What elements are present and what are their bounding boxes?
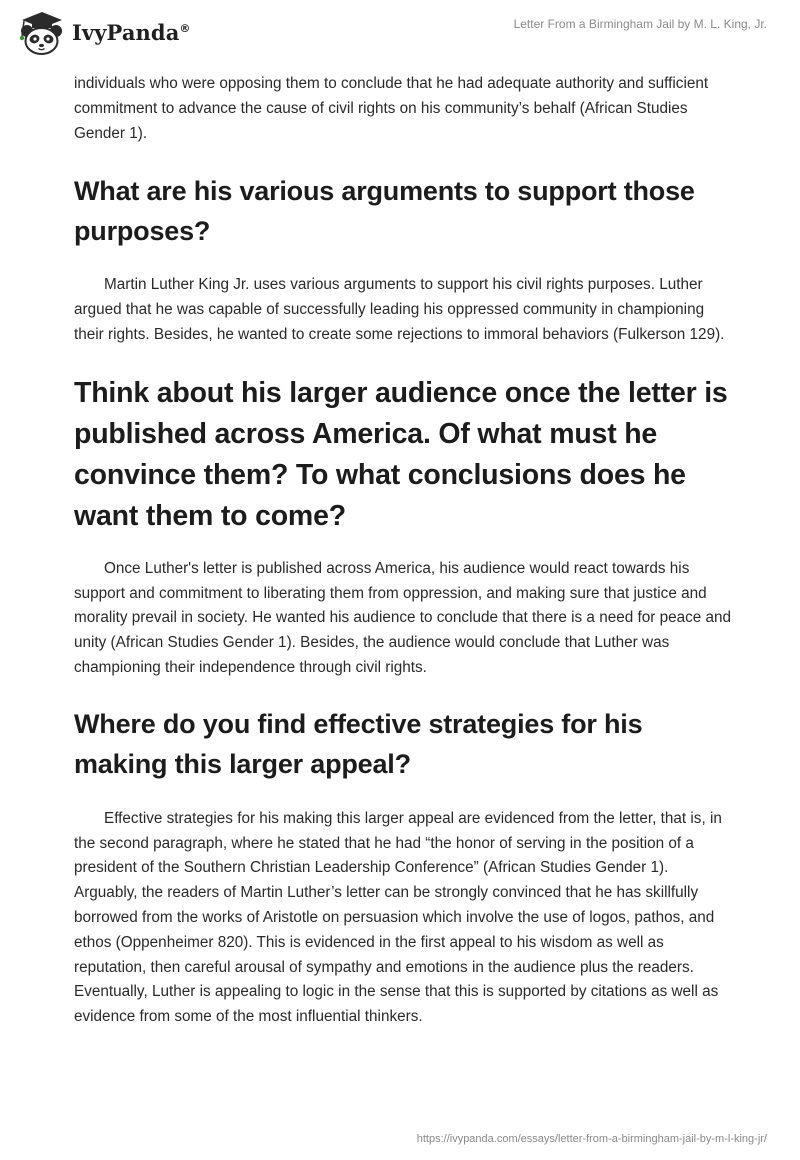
source-url-link[interactable]: https://ivypanda.com/essays/letter-from-a-birmingham-jail-by-m-l-king-jr/: [416, 1133, 767, 1145]
section-heading-arguments: What are his various arguments to support those purposes?: [74, 176, 695, 247]
panda-graduation-cap-logo-icon: [14, 8, 66, 56]
document-title: Letter From a Birmingham Jail by M. L. King, Jr.: [513, 17, 767, 31]
brand-name: IvyPanda®: [72, 19, 191, 45]
section-paragraph-arguments: Martin Luther King Jr. uses various arguments to support his civil rights purposes. Luther argued that he was capable of successfully leading his oppressed community in championing their rights. Besides, he wanted to create some rejections to immoral behaviors (Fulkerson 129).: [74, 276, 725, 343]
ivypanda-logo-link[interactable]: [14, 8, 191, 56]
intro-paragraph: individuals who were opposing them to conclude that he had adequate authority and sufficient commitment to advance the cause of civil rights on his community’s behalf (African Studies Gender 1).: [74, 75, 709, 142]
section-heading-audience: Think about his larger audience once the letter is published across America. Of what must he convince them? To what conclusions does he want them to come?: [74, 376, 728, 532]
section-paragraph-audience: Once Luther's letter is published across America, his audience would react towards his support and commitment to liberating them from oppression, and making sure that justice and morality prevail in society. He wanted his audience to conclude that there is a need for peace and unity (African Studies Gender 1). Besides, the audience would conclude that Luther was championing their independence through civil rights.: [74, 559, 732, 676]
registered-mark: ®: [179, 21, 191, 35]
section-heading-strategies: Where do you find effective strategies for his making this larger appeal?: [74, 708, 643, 779]
article-body: [74, 72, 734, 1030]
page-header: [0, 0, 800, 60]
section-paragraph-strategies: Effective strategies for his making this larger appeal are evidenced from the letter, that is, in the second paragraph, where he stated that he had “the honor of serving in the position of a president of the Southern Christian Leadership Conference” (African Studies Gender 1). Arguably, the readers of Martin Luther’s letter can be strongly convinced that he has skillfully borrowed from the works of Aristotle on persuasion which involve the use of logos, pathos, and ethos (Oppenheimer 820). This is evidenced in the first appeal to his wisdom as well as reputation, then careful arousal of sympathy and emotions in the audience plus the readers. Eventually, Luther is appealing to logic in the sense that this is supported by citations as well as evidence from some of the most influential thinkers.: [74, 809, 722, 1026]
